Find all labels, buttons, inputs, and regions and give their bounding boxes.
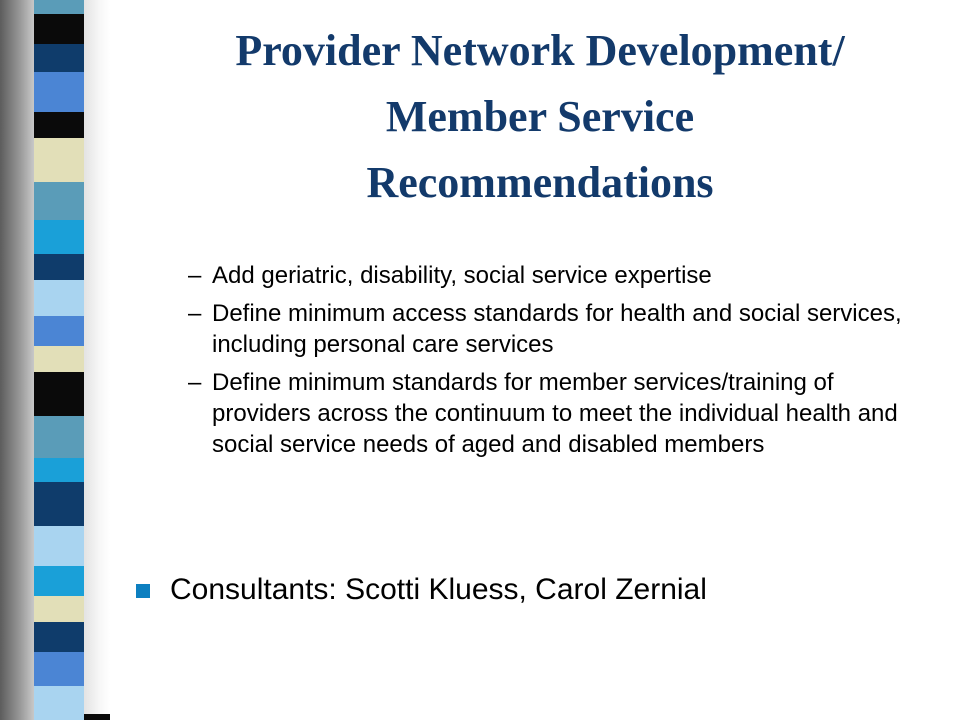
recommendation-list	[188, 260, 928, 467]
bar-block	[34, 566, 84, 596]
bar-block	[34, 72, 84, 112]
bar-block	[34, 316, 84, 346]
square-bullet-icon	[136, 584, 150, 598]
bar-block	[34, 254, 84, 280]
bar-block	[34, 14, 84, 44]
list-item-text: Define minimum access standards for health and social services, including personal care services	[212, 300, 902, 358]
decorative-sidebar	[0, 0, 110, 720]
bar-block	[34, 220, 84, 254]
bar-block	[34, 652, 84, 686]
bar-block	[34, 182, 84, 220]
sidebar-shadow	[0, 0, 34, 720]
title-line-1: Provider Network Development/	[235, 26, 845, 75]
dash-bullet: –	[188, 300, 202, 327]
bar-block	[34, 482, 84, 526]
bar-block	[34, 686, 84, 720]
bar-block	[34, 416, 84, 458]
slide-title	[140, 18, 940, 216]
list-item-text: Add geriatric, disability, social service expertise	[212, 262, 712, 289]
bar-block	[34, 280, 84, 316]
list-item-text: Define minimum standards for member services/training of providers across the continuum to meet the individual health and social service needs of aged and disabled members	[212, 369, 898, 458]
bar-block	[34, 138, 84, 182]
dash-bullet: –	[188, 262, 202, 289]
bar-block	[34, 526, 84, 566]
list-item	[188, 298, 928, 360]
list-item	[188, 260, 928, 291]
bar-block	[34, 346, 84, 372]
bar-block	[34, 622, 84, 652]
bar-block	[34, 0, 84, 14]
title-line-3: Recommendations	[366, 158, 714, 207]
bar-block	[34, 112, 84, 138]
sidebar-bottom-strip	[84, 714, 110, 720]
sidebar-color-blocks	[34, 0, 84, 720]
bar-block	[34, 596, 84, 622]
sidebar-highlight	[84, 0, 110, 720]
bar-block	[34, 458, 84, 482]
list-item	[188, 367, 928, 460]
bar-block	[34, 44, 84, 72]
bar-block	[34, 372, 84, 416]
consultants-text: Consultants: Scotti Kluess, Carol Zernial	[170, 573, 707, 606]
title-line-2: Member Service	[385, 92, 695, 141]
dash-bullet: –	[188, 369, 202, 396]
